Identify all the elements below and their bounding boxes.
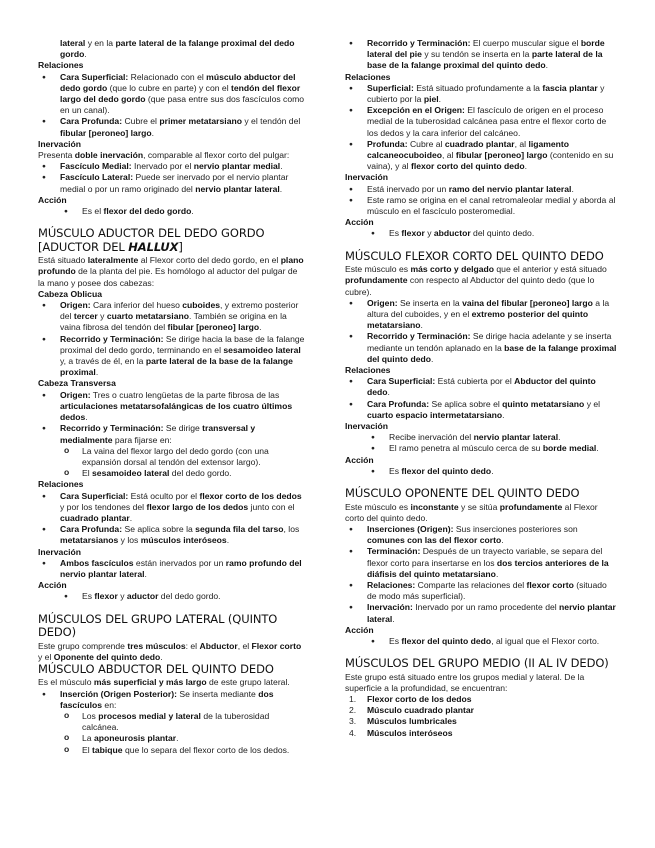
bullet-item: ● Inserción (Origen Posterior): Se inserta mediante dos fascículos en: — [38, 689, 306, 711]
bullet-item: ● Origen: Cara inferior del hueso cuboides, y extremo posterior del tercer y cuarto metatarsiano. También se origina en la vaina fibrosa del tendón del fibular [peroneo] largo. — [38, 300, 306, 334]
section-heading: MÚSCULOS DEL GRUPO LATERAL (QUINTO DEDO) — [38, 611, 278, 640]
item-number: 3. — [349, 716, 357, 727]
sub-bullet-item: o El sesamoideo lateral del dedo gordo. — [38, 468, 306, 479]
bullet-item: ● Recorrido y Terminación: El cuerpo muscular sigue el borde lateral del pie y su tendón se inserta en la parte lateral de la base de la falange proximal del quinto dedo. — [345, 38, 617, 72]
bullet-item: ● Cara Profunda: Se aplica sobre el quinto metatarsiano y el cuarto espacio intermetatarsiano. — [345, 399, 617, 421]
bullet-item: ● Cara Superficial: Relacionado con el músculo abductor del dedo gordo (que lo cubre en parte) y con el tendón del flexor largo del dedo gordo (que pasa entre sus dos fascículos como en un canal). — [38, 72, 306, 117]
bullet-item-indented: ● El ramo penetra al músculo cerca de su borde medial. — [345, 443, 617, 454]
numbered-item: 1. Flexor corto de los dedos — [349, 694, 472, 705]
paragraph: Este grupo está situado entre los grupos medial y lateral. De la superficie a la profundidad, se encuentran: — [345, 671, 585, 693]
bullet-item: ● Relaciones: Comparte las relaciones del flexor corto (situado de modo más superficial). — [345, 580, 617, 602]
subheading: Relaciones — [38, 60, 84, 71]
numbered-item: 2. Músculo cuadrado plantar — [349, 705, 474, 716]
bullet-item: ● Inervación: Inervado por un ramo procedente del nervio plantar lateral. — [345, 602, 617, 624]
item-number: 4. — [349, 727, 357, 738]
paragraph: Este grupo comprende tres músculos: el Abductor, el Flexor corto y el Oponente del quinto dedo. — [38, 640, 302, 662]
bullet-item: ● Inserciones (Origen): Sus inserciones posteriores son comunes con las del flexor corto. — [345, 524, 617, 546]
bullet-item: ● Superficial: Está situado profundamente a la fascia plantar y cubierto por la piel. — [345, 83, 617, 105]
paragraph: Este músculo es más corto y delgado que el anterior y está situado profundamente con respecto al Abductor del quinto dedo (que lo cubre). — [345, 264, 607, 297]
subheading: Acción — [345, 454, 374, 465]
right-column — [345, 38, 617, 739]
bullet-item: ● Recorrido y Terminación: Se dirige transversal y medialmente para fijarse en: — [38, 423, 306, 445]
subheading: Acción — [38, 194, 67, 205]
bullet-item-indented: ● Recibe inervación del nervio plantar lateral. — [345, 432, 617, 443]
bullet-item-indented: ● Es flexor del quinto dedo. — [345, 466, 617, 477]
section-heading: MÚSCULO ADUCTOR DEL DEDO GORDO [ADUCTOR DEL HALLUX] — [38, 226, 265, 254]
bullet-item: ● Recorrido y Terminación: Se dirige hacia adelante y se inserta mediante un tendón aplanado en la base de la falange proximal del quinto dedo. — [345, 331, 617, 365]
subheading: Acción — [345, 624, 374, 635]
bullet-item: ● Ambos fascículos están inervados por un ramo profundo del nervio plantar lateral. — [38, 558, 306, 580]
item-number: 2. — [349, 705, 357, 716]
subheading: Cabeza Oblicua — [38, 288, 102, 299]
section-heading: MÚSCULOS DEL GRUPO MEDIO (II AL IV DEDO) — [345, 656, 609, 671]
paragraph: Está situado lateralmente al Flexor corto del dedo gordo, en el plano profundo de la planta del pie. Es homólogo al aductor del pulgar de la mano y posee dos cabezas: — [38, 255, 304, 288]
sub-bullet-item: o La aponeurosis plantar. — [38, 733, 306, 744]
numbered-item: 3. Músculos lumbricales — [349, 716, 457, 727]
bullet-item: ● Está inervado por un ramo del nervio plantar lateral. — [345, 184, 617, 195]
numbered-item: 4. Músculos interóseos — [349, 727, 453, 738]
subheading: Relaciones — [38, 479, 84, 490]
bullet-item: ● Fascículo Medial: Inervado por el nervio plantar medial. — [38, 161, 306, 172]
bullet-item: ● Cara Superficial: Está oculto por el flexor corto de los dedos y por los tendones del flexor largo de los dedos junto con el cuadrado plantar. — [38, 491, 306, 525]
bullet-item: ● Cara Profunda: Cubre el primer metatarsiano y el tendón del fibular [peroneo] largo. — [38, 116, 306, 138]
subheading: Cabeza Transversa — [38, 378, 116, 389]
paragraph: Presenta doble inervación, comparable al flexor corto del pulgar: — [38, 150, 290, 161]
bullet-item-indented: ● Es flexor del quinto dedo, al igual que el Flexor corto. — [345, 636, 617, 647]
item-number: 1. — [349, 694, 357, 705]
subheading: Inervación — [345, 421, 388, 431]
sub-bullet-item: o La vaina del flexor largo del dedo gordo (con una expansión dorsal al tendón del extensor largo). — [38, 446, 306, 468]
bullet-item: ● Terminación: Después de un trayecto variable, se separa del flexor corto para insertarse en los dos tercios anteriores de la diáfisis del quinto metatarsiano. — [345, 546, 617, 580]
bullet-item-indented: ● Es flexor y aductor del dedo gordo. — [38, 591, 306, 602]
subheading: Acción — [345, 217, 374, 228]
bullet-item: ● Recorrido y Terminación: Se dirige hacia la base de la falange proximal del dedo gordo, terminando en el sesamoideo lateral y, a través de él, en la parte lateral de la base de la falange proximal. — [38, 334, 306, 379]
sub-bullet-item: o El tabique que lo separa del flexor corto de los dedos. — [38, 745, 306, 756]
subheading: Inervación — [38, 546, 81, 557]
bullet-item: ● Cara Profunda: Se aplica sobre la segunda fila del tarso, los metatarsianos y los músculos interóseos. — [38, 524, 306, 546]
bullet-item: ● Excepción en el Origen: El fascículo de origen en el proceso medial de la tuberosidad calcánea pasa entre el flexor corto de los dedos y la cara inferior del calcáneo. — [345, 105, 617, 139]
bullet-item-indented: ● Es el flexor del dedo gordo. — [38, 206, 306, 217]
subheading: Acción — [38, 580, 67, 591]
paragraph: Es el músculo más superficial y más largo de este grupo lateral. — [38, 677, 290, 688]
bullet-item: ● Cara Superficial: Está cubierta por el Abductor del quinto dedo. — [345, 376, 617, 398]
bullet-item: ● Origen: Se inserta en la vaina del fibular [peroneo] largo a la altura del cuboides, y en el extremo posterior del quinto metatarsiano. — [345, 298, 617, 332]
bullet-item: ● Este ramo se origina en el canal retromaleolar medial y aborda al músculo en el fascículo posteromedial. — [345, 195, 617, 217]
subheading: Inervación — [38, 138, 81, 149]
paragraph: Este músculo es inconstante y se sitúa profundamente al Flexor corto del quinto dedo. — [345, 501, 598, 523]
sub-bullet-item: o Los procesos medial y lateral de la tuberosidad calcánea. — [38, 711, 306, 733]
section-heading: MÚSCULO OPONENTE DEL QUINTO DEDO — [345, 486, 580, 501]
bullet-item-indented: ● Es flexor y abductor del quinto dedo. — [345, 228, 617, 239]
paragraph-continuation: lateral y en la parte lateral de la falange proximal del dedo gordo. — [60, 38, 295, 60]
subheading: Inervación — [345, 172, 388, 183]
bullet-item: ● Fascículo Lateral: Puede ser inervado por el nervio plantar medial o por un ramo originado del nervio plantar lateral. — [38, 172, 306, 194]
bullet-item: ● Origen: Tres o cuatro lengüetas de la parte fibrosa de las articulaciones metatarsofalángicas de los cuatro últimos dedos. — [38, 390, 306, 424]
section-heading: MÚSCULO FLEXOR CORTO DEL QUINTO DEDO — [345, 248, 604, 263]
left-column — [38, 38, 306, 756]
subheading: Relaciones — [345, 364, 391, 375]
subheading: Relaciones — [345, 71, 391, 82]
section-heading: MÚSCULO ABDUCTOR DEL QUINTO DEDO — [38, 661, 274, 676]
bullet-item: ● Profunda: Cubre al cuadrado plantar, al ligamento calcaneocuboideo, al fibular [peroneo] largo (contenido en su vaina), y al flexor corto del quinto dedo. — [345, 139, 617, 173]
